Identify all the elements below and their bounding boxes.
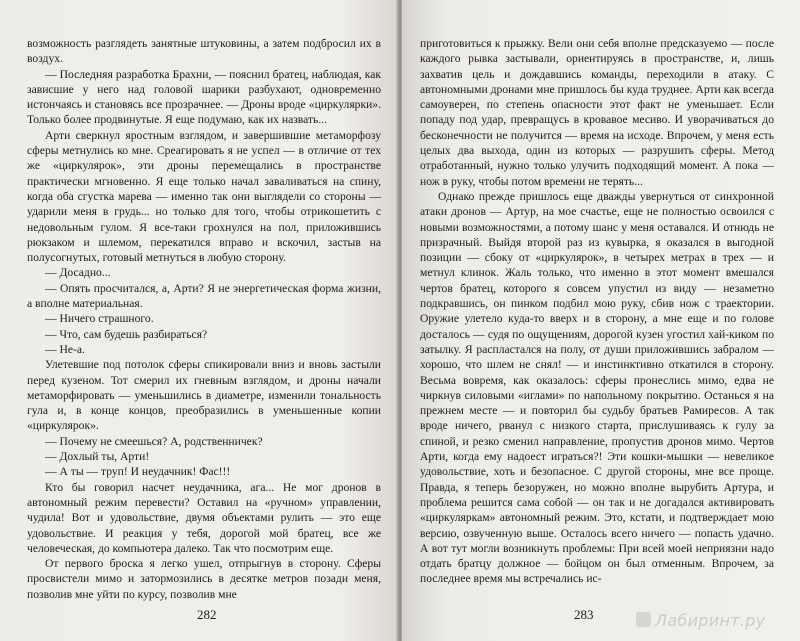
left-page-number: 282: [197, 607, 217, 622]
watermark-logo-icon: [636, 612, 651, 627]
paragraph: — Последняя разработка Брахни, — пояснил братец, наблюдая, как зависшие у него над головой шарики разбухают, одновременно истончаясь и становясь все прозрачнее. — Дроны вроде «циркулярки». Только более продвинутые. Я еще подумаю, как их назвать...: [27, 67, 381, 127]
paragraph: — А ты — труп! И неудачник! Фас!!!: [45, 465, 231, 479]
paragraph: — Досадно...: [45, 266, 111, 280]
paragraph: — Что, сам будешь разбираться?: [45, 327, 208, 341]
right-page-text: [420, 36, 774, 587]
paragraph: — Дохлый ты, Арти!: [45, 450, 150, 464]
paragraph: От первого броска я легко ушел, отпрыгнув в сторону. Сферы просвистели мимо и затормозились в десятке метров позади меня, позволив мне уйти по курсу, позволив мне: [27, 557, 381, 601]
paragraph: приготовиться к прыжку. Вели они себя вполне предсказуемо — после каждого рывка застывали, ориентируясь в пространстве, и, лишь захватив цель и дождавшись команды, переходили в атаку. С автономными дронами мне пришлось бы куда труднее. Арти как всегда самоуверен, по степень опасности этот факт не уменьшает. Если попаду под удар, превращусь в кровавое месиво. И уворачиваться до бесконечности не получится — время на исходе. Впрочем, у меня есть целых два выхода, один из которых — разрушить сферы. Метод отработанный, нужно только улучить подходящий момент. А пока — нож в руку, чтобы потом времени не терять...: [420, 37, 774, 188]
paragraph: Однако прежде пришлось еще дважды увернуться от синхронной атаки дронов — Артур, на мое счастье, еще не полностью освоился с новыми возможностями, а потому шанс у меня оставался. И отнюдь не призрачный. Выйдя второй раз из кувырка, я оказался в выгодной позиции — сбоку от «циркулярок», в четырех метрах в трех — и метнул клинок. Жаль только, что именно в этот момент вмешался чертов братец, которого я совсем упустил из виду — незаметно подкравшись, он пинком подбил мою руку, сбив нож с траектории. Оружие улетело куда-то вверх и в сторону, а мне еще и по голове досталось — судя по ощущениям, дорогой кузен угостил хай-киком по затылку. Я распластался на полу, от души приложившись забралом — хорошо, что шлем не снял! — и инстинктивно откатился в сторону. Весьма вовремя, как оказалось: сферы пронеслись мимо, едва не чиркнув силовыми «иглами» по напольному покрытию. Останься я на прежнем месте — и повторил бы судьбу братьев Рамиресов. А так вроде ничего, рванул с низкого старта, прислушиваясь к гулу за спиной, и резко сменил направление, пропустив дронов мимо. Чертов Арти, когда ему надоест играться?! Эти кошки-мышки — невеликое удовольствие, хоть и безопасное. С другой стороны, мне все проще. Правда, я теперь безоружен, но можно вполне вырубить Артура, и проблема решится сама собой — он так и не догадался активировать «циркуляркам» автономный режим. Это, кстати, и подтверждает мою версию, озвученную выше. Осталось всего ничего — попасть удачно. А вот тут могли возникнуть проблемы: При всей моей неприязни надо отдать братцу должное — бойцом он был отменным. Впрочем, за последнее время мы встречались ис-: [420, 189, 774, 586]
left-page-text: [27, 36, 381, 602]
watermark: Лабиринт.ру: [655, 611, 766, 630]
paragraph: — Ничего страшного.: [45, 312, 154, 326]
paragraph: — Опять просчитался, а, Арти? Я не энергетическая форма жизни, а вполне материальная.: [27, 281, 381, 311]
paragraph: возможность разглядеть занятные штуковины, а затем подбросил их в воздух.: [27, 37, 381, 66]
paragraph: Кто бы говорил насчет неудачника, ага... Не мог дронов в автономный режим перевести? Оставил на «ручном» управлении, чудила! Вот и удовольствие, двумя объектами рулить — это еще удовольствие. И реакция у тебя, дорогой мой братец, все же человеческая, до компьютера далеко. Так что посмотрим еще.: [27, 480, 381, 555]
right-page: [402, 0, 800, 641]
paragraph: Арти сверкнул яростным взглядом, и завершившие метаморфозу сферы метнулись ко мне. Среагировать я не успел — в отличие от тех же «циркулярок», эти дроны перемещались в пространстве практически мгновенно. Я еще только начал заваливаться на спину, когда оба сгустка марева — именно так они выглядели со стороны — ударили меня в грудь... но только для того, чтобы отрикошетить с недовольным гулом. Я все-таки грохнулся на пол, приложившись рюкзаком и шлемом, перекатился вправо и вскочил, застыв на полусогнутых, готовый метнуться в любую сторону.: [27, 128, 381, 265]
left-page: [0, 0, 398, 641]
paragraph: — Почему не смеешься? А, родственничек?: [45, 434, 263, 448]
right-page-number: 283: [574, 607, 594, 622]
paragraph: Улетевшие под потолок сферы спикировали вниз и вновь застыли перед кузеном. Тот смерил их гневным взглядом, и дроны начали метаморфировать — уменьшились в диаметре, изменили тональность гула и, в конце концов, преобразились в уменьшенные копии «циркулярок».: [27, 358, 381, 433]
paragraph: — Не-а.: [45, 342, 85, 356]
